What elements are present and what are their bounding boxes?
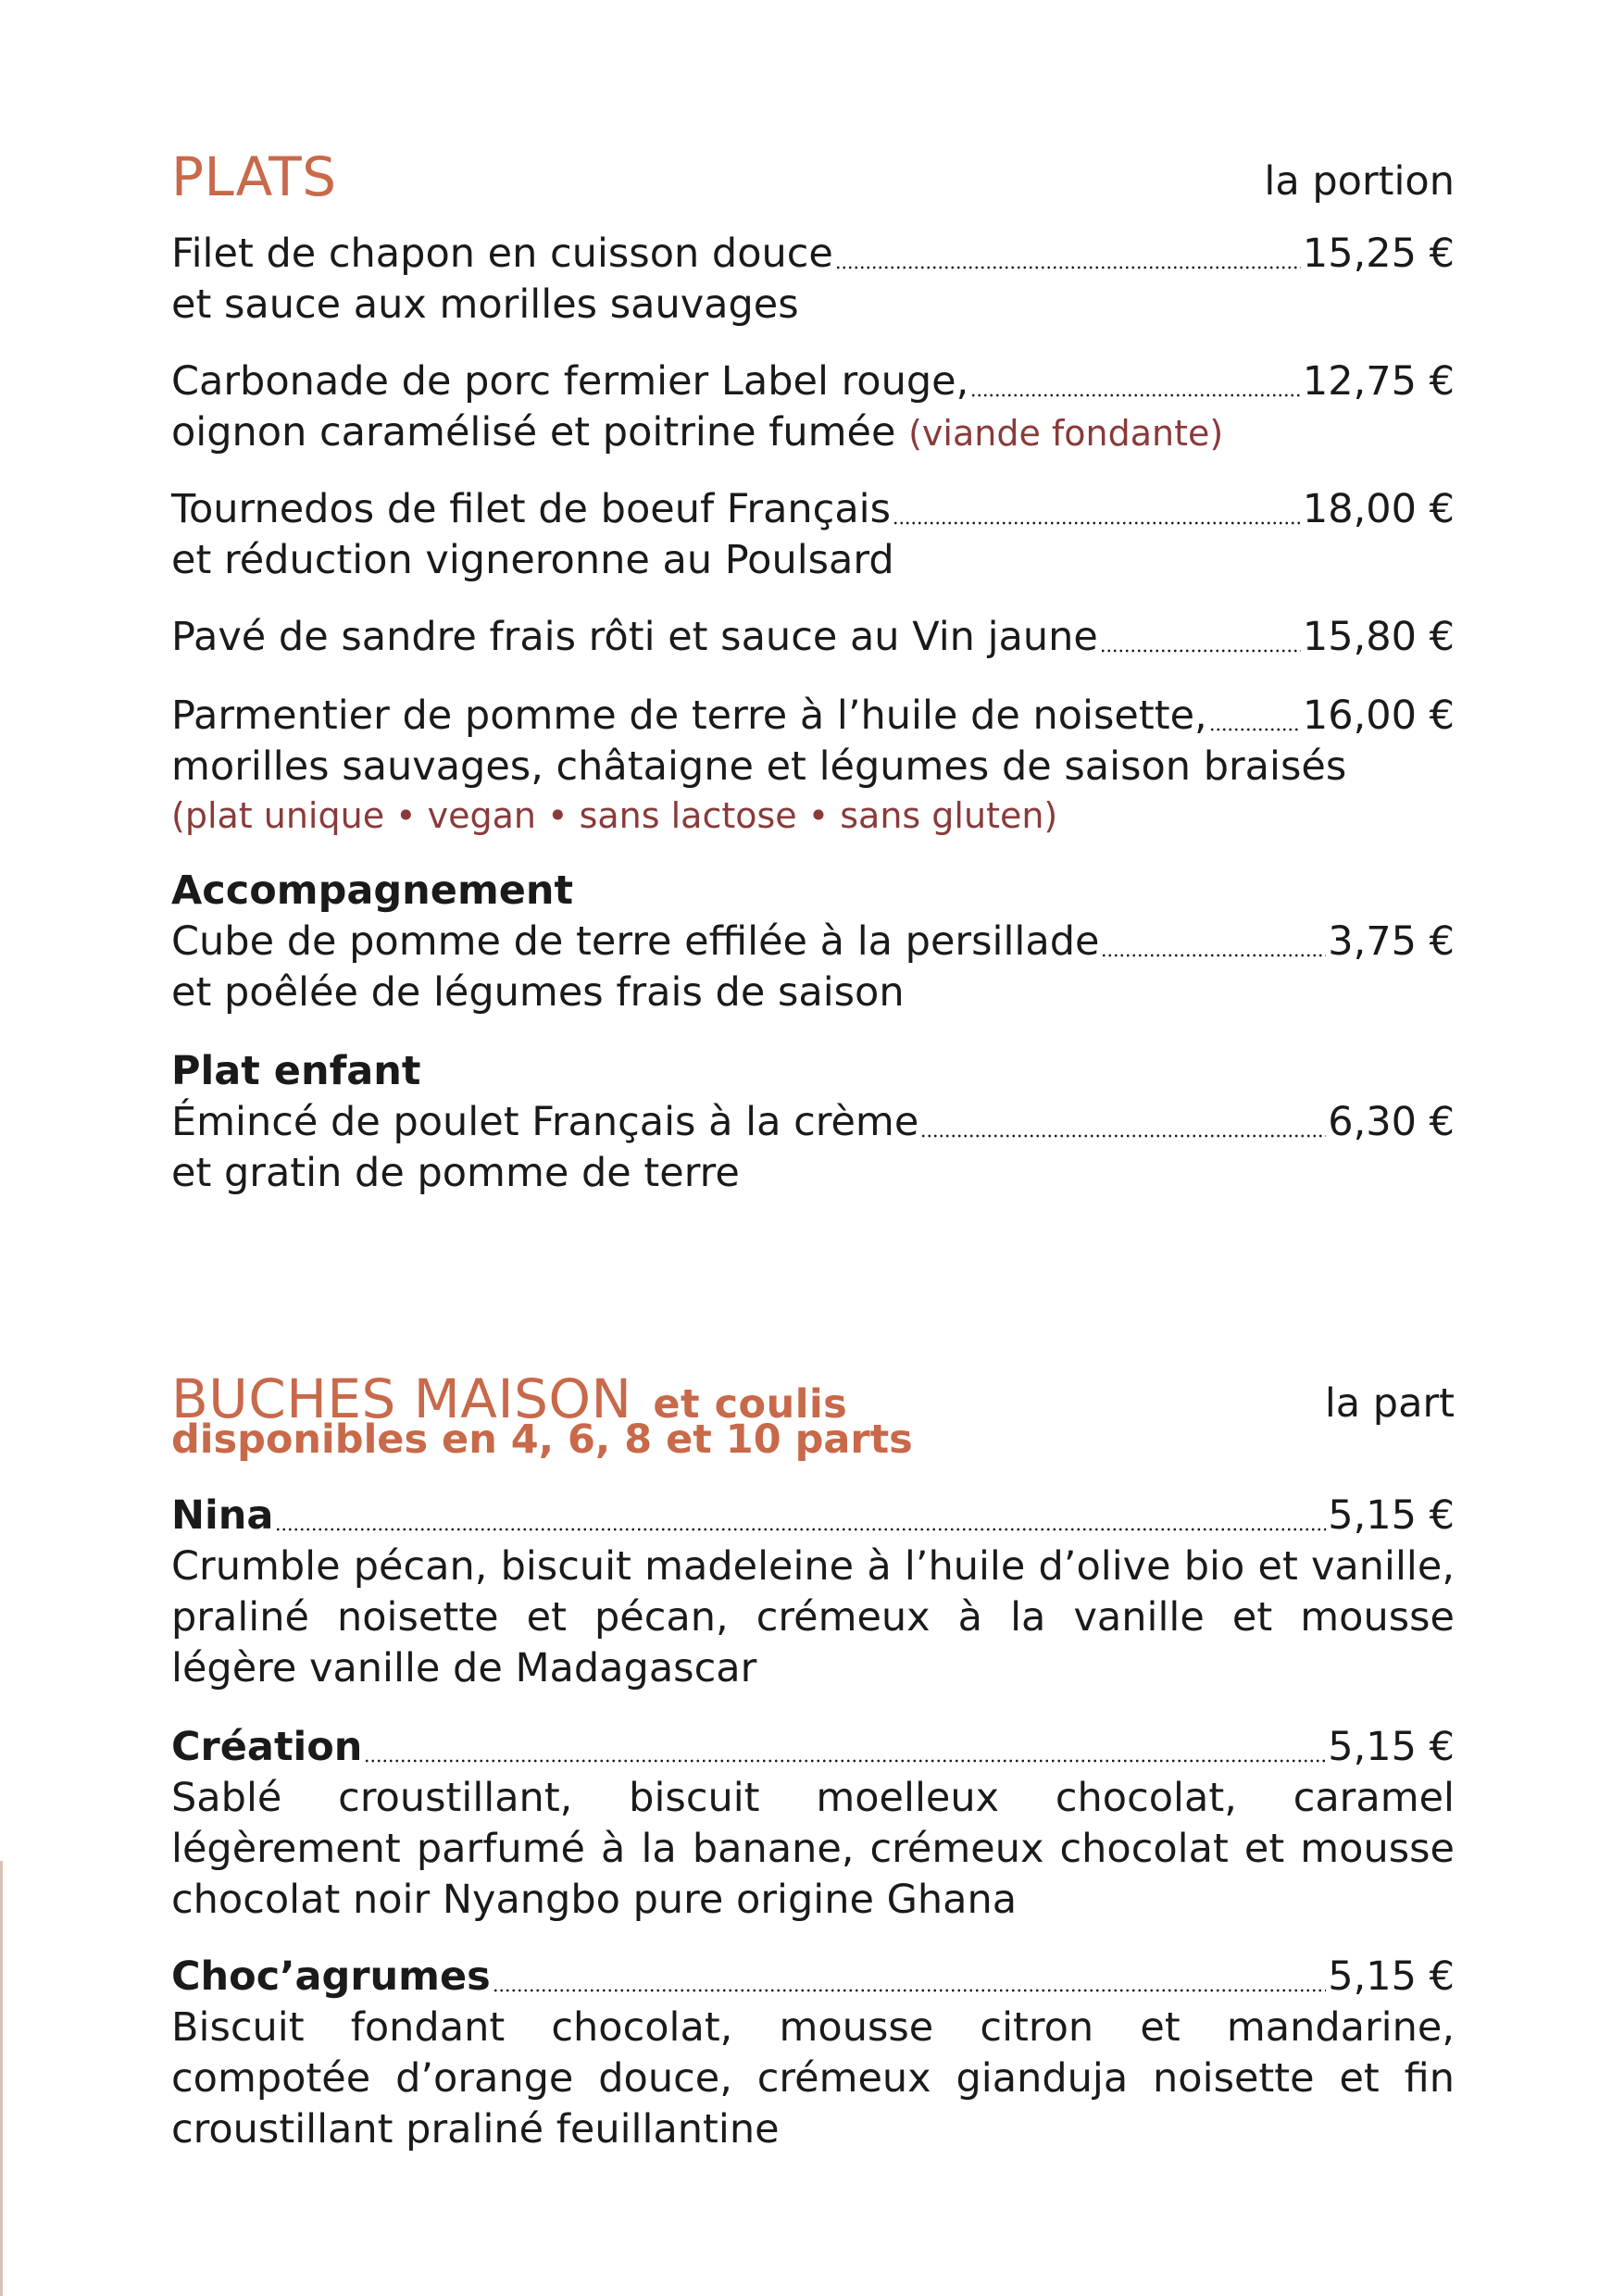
dot-leader bbox=[970, 356, 1301, 407]
dot-leader bbox=[275, 1491, 1326, 1541]
plats-title: PLATS bbox=[171, 145, 337, 208]
dish-description bbox=[171, 407, 1455, 459]
menu-item bbox=[171, 612, 1455, 663]
buche-description: Biscuit fondant chocolat, mousse citron et mandarine, compotée d’orange douce, crémeux gianduja noisette et fin croustillant praliné feuillantine bbox=[171, 2004, 1455, 2152]
buche-price: 5,15 € bbox=[1328, 1953, 1455, 2000]
dot-leader bbox=[920, 1097, 1326, 1148]
accompagnement-block bbox=[171, 866, 1455, 1018]
dish-description: et sauce aux morilles sauvages bbox=[171, 281, 799, 328]
menu-item-row bbox=[171, 229, 1455, 280]
buche-name: Nina bbox=[171, 1492, 274, 1539]
plats-unit: la portion bbox=[1264, 158, 1455, 205]
buche-price: 5,15 € bbox=[1328, 1724, 1455, 1770]
dish-price: 16,00 € bbox=[1302, 693, 1455, 739]
menu-item bbox=[171, 691, 1455, 839]
dish-price: 12,75 € bbox=[1302, 358, 1455, 405]
plats-header bbox=[171, 139, 1455, 208]
dish-price: 18,00 € bbox=[1302, 486, 1455, 532]
buches-title-main: BUCHES MAISON bbox=[171, 1367, 632, 1430]
dot-leader bbox=[493, 1952, 1327, 2003]
dot-leader bbox=[1209, 691, 1301, 742]
dish-description: et poêlée de légumes frais de saison bbox=[171, 969, 905, 1016]
dot-leader bbox=[1101, 917, 1326, 967]
dish-description-text: oignon caramélisé et poitrine fumée bbox=[171, 409, 896, 455]
dish-description: morilles sauvages, châtaigne et légumes de saison braisés bbox=[171, 743, 1347, 790]
dish-note: (viande fondante) bbox=[908, 413, 1224, 454]
dish-note: (plat unique • vegan • sans lactose • sans gluten) bbox=[171, 795, 1058, 836]
menu-item-row bbox=[171, 612, 1455, 663]
dish-name: Parmentier de pomme de terre à l’huile de noisette, bbox=[171, 693, 1207, 739]
buche-name: Choc’agrumes bbox=[171, 1953, 491, 2000]
dot-leader bbox=[1100, 612, 1301, 663]
menu-item-row bbox=[171, 1952, 1455, 2003]
dot-leader bbox=[893, 484, 1301, 535]
dish-description: et réduction vigneronne au Poulsard bbox=[171, 537, 894, 583]
accompagnement-heading: Accompagnement bbox=[171, 867, 574, 914]
dish-price: 15,25 € bbox=[1302, 231, 1455, 277]
menu-item bbox=[171, 229, 1455, 331]
plat-enfant-block bbox=[171, 1046, 1455, 1199]
dish-price: 6,30 € bbox=[1328, 1099, 1455, 1145]
buche-price: 5,15 € bbox=[1328, 1492, 1455, 1539]
buche-item bbox=[171, 1491, 1455, 1694]
dot-leader bbox=[364, 1722, 1326, 1773]
dish-description: et gratin de pomme de terre bbox=[171, 1150, 740, 1196]
menu-item bbox=[171, 356, 1455, 459]
menu-item-row bbox=[171, 917, 1455, 967]
buche-description: Crumble pécan, biscuit madeleine à l’huile d’olive bio et vanille, praliné noisette et pécan, crémeux à la vanille et mousse légère vanille de Madagascar bbox=[171, 1543, 1455, 1691]
dish-name: Cube de pomme de terre effilée à la persillade bbox=[171, 918, 1100, 965]
dish-name: Carbonade de porc fermier Label rouge, bbox=[171, 358, 969, 405]
page-edge-line bbox=[0, 1861, 3, 2296]
buches-title-suffix: et coulis bbox=[653, 1381, 848, 1428]
menu-item-row bbox=[171, 1722, 1455, 1773]
plat-enfant-heading: Plat enfant bbox=[171, 1048, 421, 1094]
dot-leader bbox=[835, 229, 1301, 280]
buche-description: Sablé croustillant, biscuit moelleux chocolat, caramel légèrement parfumé à la banane, crémeux chocolat et mousse chocolat noir Nyangbo pure origine Ghana bbox=[171, 1775, 1455, 1923]
menu-item-row bbox=[171, 356, 1455, 407]
menu-item bbox=[171, 484, 1455, 586]
dish-name: Émincé de poulet Français à la crème bbox=[171, 1099, 919, 1145]
buche-item bbox=[171, 1952, 1455, 2155]
dish-price: 3,75 € bbox=[1328, 918, 1455, 965]
menu-item-row bbox=[171, 691, 1455, 742]
buches-unit: la part bbox=[1324, 1380, 1455, 1427]
buches-subtitle: disponibles en 4, 6, 8 et 10 parts bbox=[171, 1416, 913, 1463]
menu-item-row bbox=[171, 484, 1455, 535]
dish-name: Filet de chapon en cuisson douce bbox=[171, 231, 833, 277]
menu-item-row bbox=[171, 1097, 1455, 1148]
buche-item bbox=[171, 1722, 1455, 1926]
buche-name: Création bbox=[171, 1724, 363, 1770]
dish-name: Tournedos de filet de boeuf Français bbox=[171, 486, 892, 532]
dish-name: Pavé de sandre frais rôti et sauce au Vin jaune bbox=[171, 614, 1098, 660]
menu-item-row bbox=[171, 1491, 1455, 1541]
dish-price: 15,80 € bbox=[1302, 614, 1455, 660]
